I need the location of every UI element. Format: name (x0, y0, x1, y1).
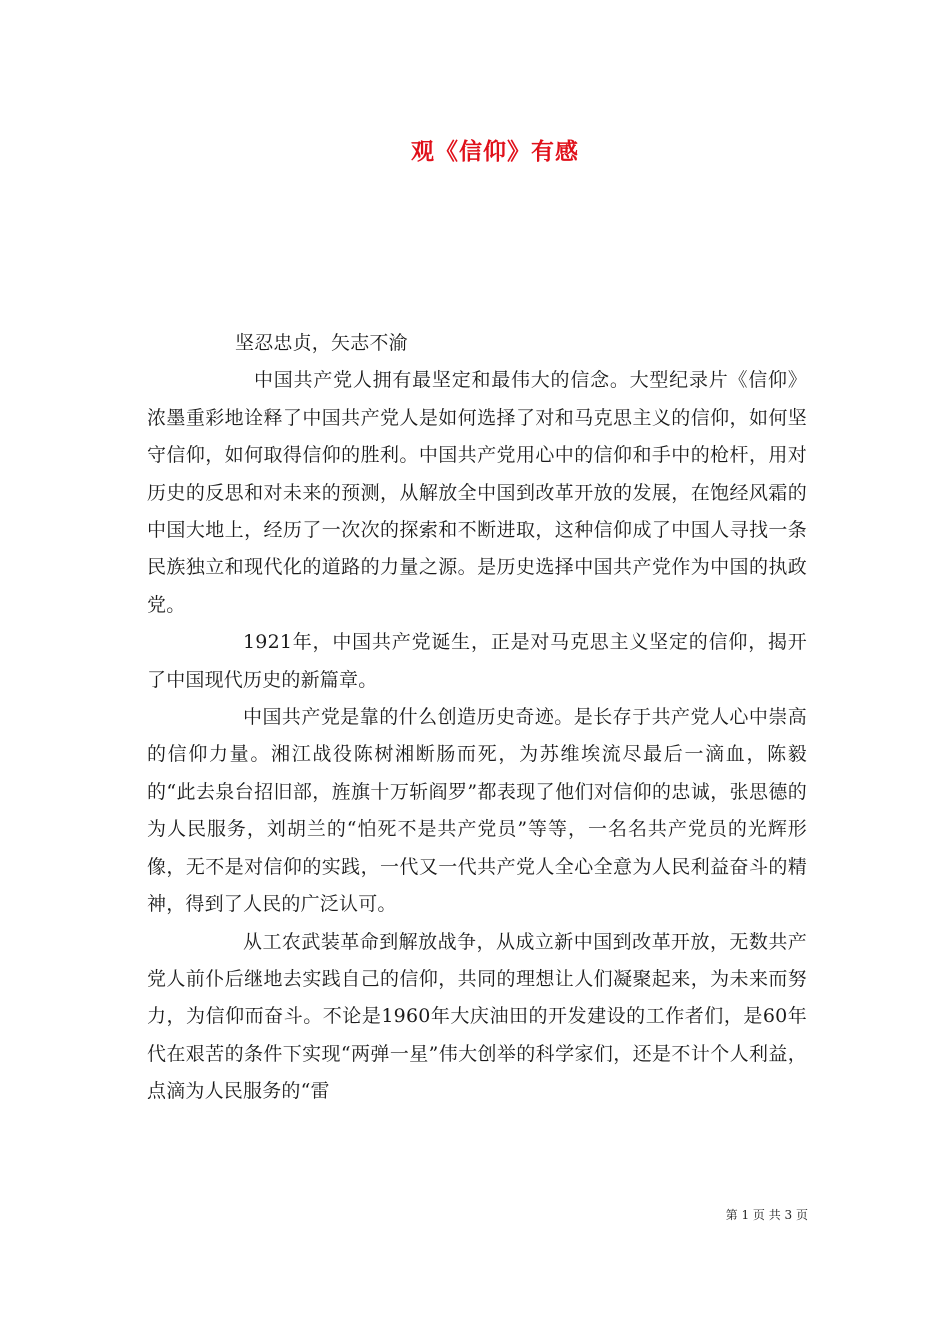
page-number-footer: 第 1 页 共 3 页 (725, 1208, 808, 1222)
document-body (147, 325, 807, 1111)
document-title: 观《信仰》有感 (411, 138, 579, 165)
subtitle: 坚忍忠贞，矢志不渝 (235, 332, 408, 354)
paragraph: 中国共产党是靠的什么创造历史奇迹。是长存于共产党人心中崇高的信仰力量。湘江战役陈树湘断肠而死，为苏维埃流尽最后一滴血，陈毅的“此去泉台招旧部，旌旗十万斩阎罗”都表现了他们对信仰的忠诚，张思德的为人民服务，刘胡兰的“怕死不是共产党员”等等，一名名共产党员的光辉形像，无不是对信仰的实践，一代又一代共产党人全心全意为人民利益奋斗的精神，得到了人民的广泛认可。 (147, 706, 807, 916)
paragraph: 1921年，中国共产党诞生，正是对马克思主义坚定的信仰，揭开了中国现代历史的新篇章。 (147, 631, 807, 691)
paragraph: 从工农武装革命到解放战争，从成立新中国到改革开放，无数共产党人前仆后继地去实践自己的信仰，共同的理想让人们凝聚起来，为未来而努力，为信仰而奋斗。不论是1960年大庆油田的开发建设的工作者们，是60年代在艰苦的条件下实现“两弹一星”伟大创举的科学家们，还是不计个人利益，点滴为人民服务的“雷 (147, 930, 807, 1103)
paragraph: 中国共产党人拥有最坚定和最伟大的信念。大型纪录片《信仰》浓墨重彩地诠释了中国共产党人是如何选择了对和马克思主义的信仰，如何坚守信仰，如何取得信仰的胜利。中国共产党用心中的信仰和手中的枪杆，用对历史的反思和对未来的预测，从解放全中国到改革开放的发展，在饱经风霜的中国大地上，经历了一次次的探索和不断进取，这种信仰成了中国人寻找一条民族独立和现代化的道路的力量之源。是历史选择中国共产党作为中国的执政党。 (147, 369, 807, 616)
